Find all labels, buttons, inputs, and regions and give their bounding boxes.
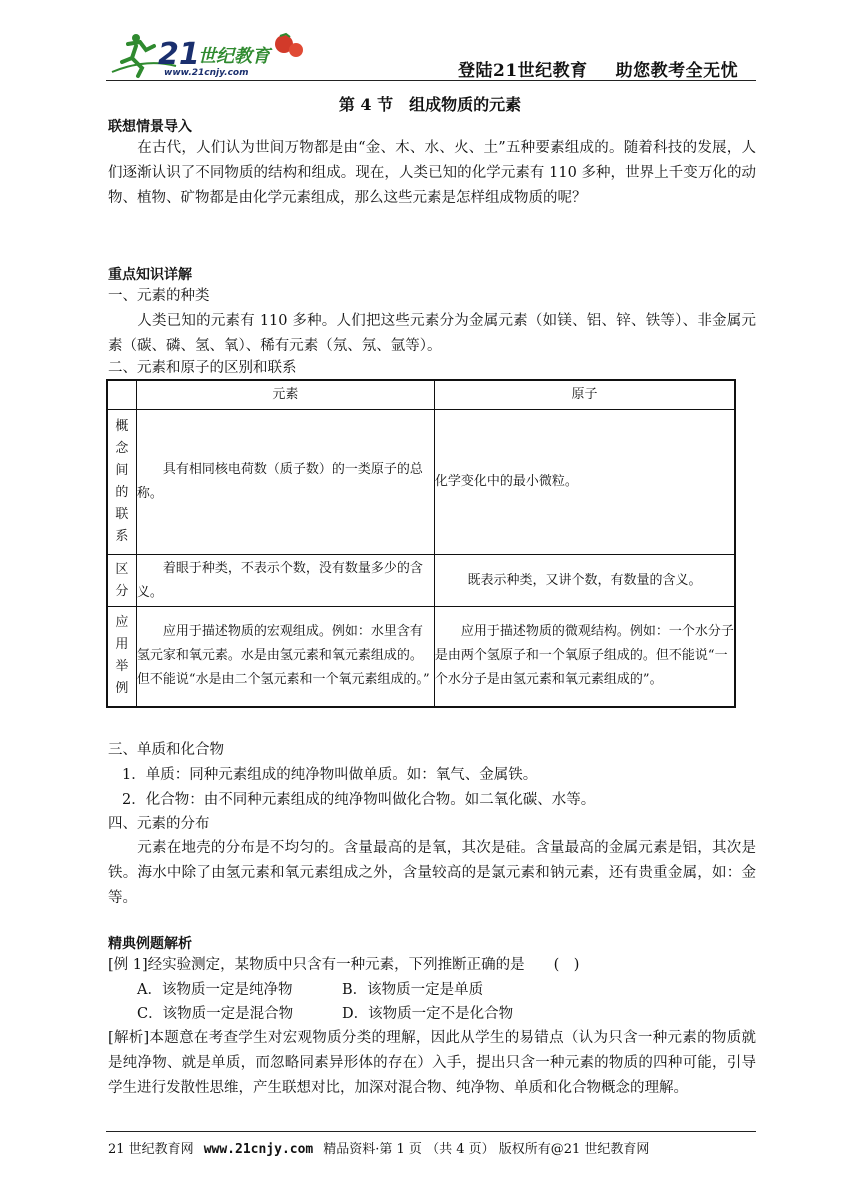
row2-label: 区分 (115, 561, 129, 599)
svg-text:世纪教育: 世纪教育 (198, 46, 270, 67)
example-heading: 精典例题解析 (108, 936, 192, 952)
section4-text: 元素在地壳的分布是不均匀的。含量最高的是氧，其次是硅。含量最高的金属元素是铝，其次是铁。海水中除了由氢元素和氧元素组成之外，含量较高的是氯元素和钠元素，还有贵重金属，如：金等。 (108, 840, 756, 906)
row2-atom-text: 既表示种类，又讲个数，有数量的含义。 (467, 572, 702, 588)
section3-heading: 三、单质和化合物 (108, 742, 224, 758)
option-d: D．该物质一定不是化合物 (342, 1006, 514, 1022)
page-footer (108, 1138, 649, 1157)
slogan-right: 助您教考全无忧 (615, 61, 739, 81)
table-row (107, 410, 735, 555)
option-c: C．该物质一定是混合物 (137, 1006, 294, 1022)
row3-label: 应用举例 (115, 615, 129, 697)
footer-divider (106, 1131, 756, 1132)
footer-site: 21 世纪教育网 (108, 1142, 194, 1157)
row1-element-cell (136, 410, 434, 555)
row-label (107, 607, 136, 707)
table-header-row (107, 380, 735, 410)
section2-heading: 二、元素和原子的区别和联系 (108, 360, 297, 376)
section1-paragraph (108, 309, 756, 359)
row3-element-text: 应用于描述物质的宏观组成。例如：水里含有氢元家和氧元素。水是由氢元素和氧元素组成的。但不能说“水是由二个氢元素和一个氧元素组成的。” (136, 624, 430, 688)
row3-atom-text: 应用于描述物质的微观结构。例如：一个水分子是由两个氢原子和一个氧原子组成的。但不能说“一个水分子是由氢元素和氧元素组成的”。 (434, 624, 734, 688)
table-row (107, 555, 735, 607)
option-b: B．该物质一定是单质 (342, 982, 484, 998)
row2-atom-cell (434, 555, 735, 607)
row-label (107, 410, 136, 555)
example-analysis: [解析]本题意在考查学生对宏观物质分类的理解，因此从学生的易错点（认为只含一种元素的物质就是纯净物、就是单质，而忽略同素异形体的存在）入手，提出只含一种元素的物质的四种可能，引导学生进行发散性思维，产生联想对比，加深对混合物、纯净物、单质和化合物概念的理解。 (108, 1030, 756, 1096)
footer-info: 精品资料·第 1 页 （共 4 页） 版权所有@21 世纪教育网 (323, 1142, 650, 1157)
row2-element-cell (136, 555, 434, 607)
row1-element-text: 具有相同核电荷数（质子数）的一类原子的总称。 (136, 462, 423, 501)
table-row (107, 607, 735, 707)
header-divider (106, 80, 756, 81)
section4-paragraph (108, 836, 756, 911)
example-question: [例 1]经实验测定，某物质中只含有一种元素，下列推断正确的是 ( ) (108, 957, 580, 973)
section1-text: 人类已知的元素有 110 多种。人们把这些元素分为金属元素（如镁、铝、锌、铁等）、非金属元素（碳、磷、氢、氧）、稀有元素（氖、氖、氩等）。 (108, 313, 756, 354)
element-atom-table (106, 379, 736, 708)
key-heading: 重点知识详解 (108, 267, 192, 283)
logo-url: www.21cnjy.com (164, 68, 249, 78)
header-slogan (458, 56, 738, 81)
footer-url[interactable]: www.21cnjy.com (203, 1142, 314, 1157)
section3-item2: 2．化合物：由不同种元素组成的纯净物叫做化合物。如二氧化碳、水等。 (122, 792, 596, 808)
row2-element-text: 着眼于种类，不表示个数，没有数量多少的含义。 (136, 560, 423, 600)
intro-paragraph (108, 136, 756, 211)
row3-atom-cell (434, 607, 735, 707)
section3-item1: 1．单质：同种元素组成的纯净物叫做单质。如：氧气、金属铁。 (122, 767, 538, 783)
row1-atom-cell (434, 410, 735, 555)
intro-heading: 联想情景导入 (108, 119, 192, 135)
row3-element-cell (136, 607, 434, 707)
row-label (107, 555, 136, 607)
table-header-atom: 原子 (434, 380, 735, 410)
row1-atom-text: 化学变化中的最小微粒。 (434, 474, 578, 489)
intro-text: 在古代，人们认为世间万物都是由“金、木、水、火、土”五种要素组成的。随着科技的发展，人们逐渐认识了不同物质的结构和组成。现在，人类已知的化学元素有 110 多种，世界上千变万化的动物、植物、矿物都是由化学元素组成，那么这些元素是怎样组成物质的呢？ (108, 140, 756, 206)
page-title: 第 4 节 组成物质的元素 (338, 95, 522, 114)
svg-text:21: 21 (158, 37, 200, 72)
section4-heading: 四、元素的分布 (108, 816, 210, 832)
row1-label: 概念间的联系 (115, 419, 129, 544)
section1-heading: 一、元素的种类 (108, 288, 210, 304)
table-header-element: 元素 (136, 380, 434, 410)
slogan-left: 登陆21世纪教育 (458, 61, 588, 81)
table-corner-cell (107, 380, 136, 410)
site-logo[interactable] (106, 28, 306, 80)
option-a: A．该物质一定是纯净物 (137, 982, 293, 998)
